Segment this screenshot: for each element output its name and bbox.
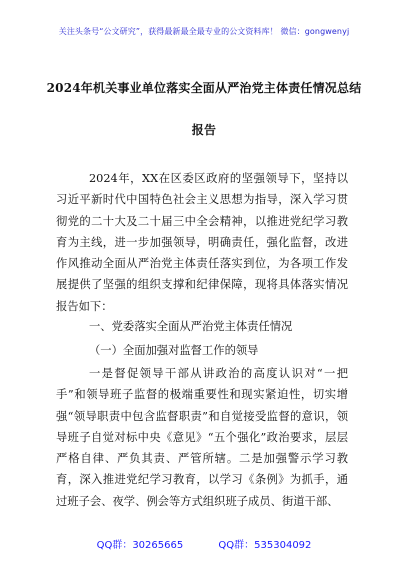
body-paragraph: 一是督促领导干部从讲政治的高度认识对“一把手”和领导班子监督的极端重要性和现实紧迫性，切实增强“领导职责中包含监督职责”和自觉接受监督的意识，领导班子自觉对标中央《意见》“五个强化”政治要求，层层严格自律、严负其责、严管所辖。二是加强警示学习教育，深入推进党纪学习教育，以学习《条例》为抓手，通过班子会、夜学、例会等方式组织班子成员、街道干部、 <box>56 367 348 508</box>
document-title: 2024年机关事业单位落实全面从严治党主体责任情况总结 <box>46 81 362 95</box>
header-note: 关注头条号“公文研究”，获得最新最全最专业的公文资料库！ 微信：gongwenyj <box>58 27 350 36</box>
qq-group-1: QQ群：30265665 <box>96 540 184 551</box>
section-heading: 一、党委落实全面从严治党主体责任情况 <box>89 320 293 333</box>
footer <box>0 536 408 551</box>
qq-group-2: QQ群：535304092 <box>218 540 312 551</box>
intro-paragraph: 2024年，XX在区委区政府的坚强领导下，坚持以习近平新时代中国特色社会主义思想为指导，深入学习贯彻党的二十大及二十届三中全会精神，以推进党纪学习教育为主线，进一步加强领导，明确责任，强化监督，改进作风推动全面从严治党主体责任落实到位，为各项工作发展提供了坚强的组织支撑和纪律保障，现将具体落实情况报告如下： <box>56 172 348 313</box>
subsection-heading: （一）全面加强对监督工作的领导 <box>89 344 259 357</box>
document-title-continued: 报告 <box>191 123 217 137</box>
